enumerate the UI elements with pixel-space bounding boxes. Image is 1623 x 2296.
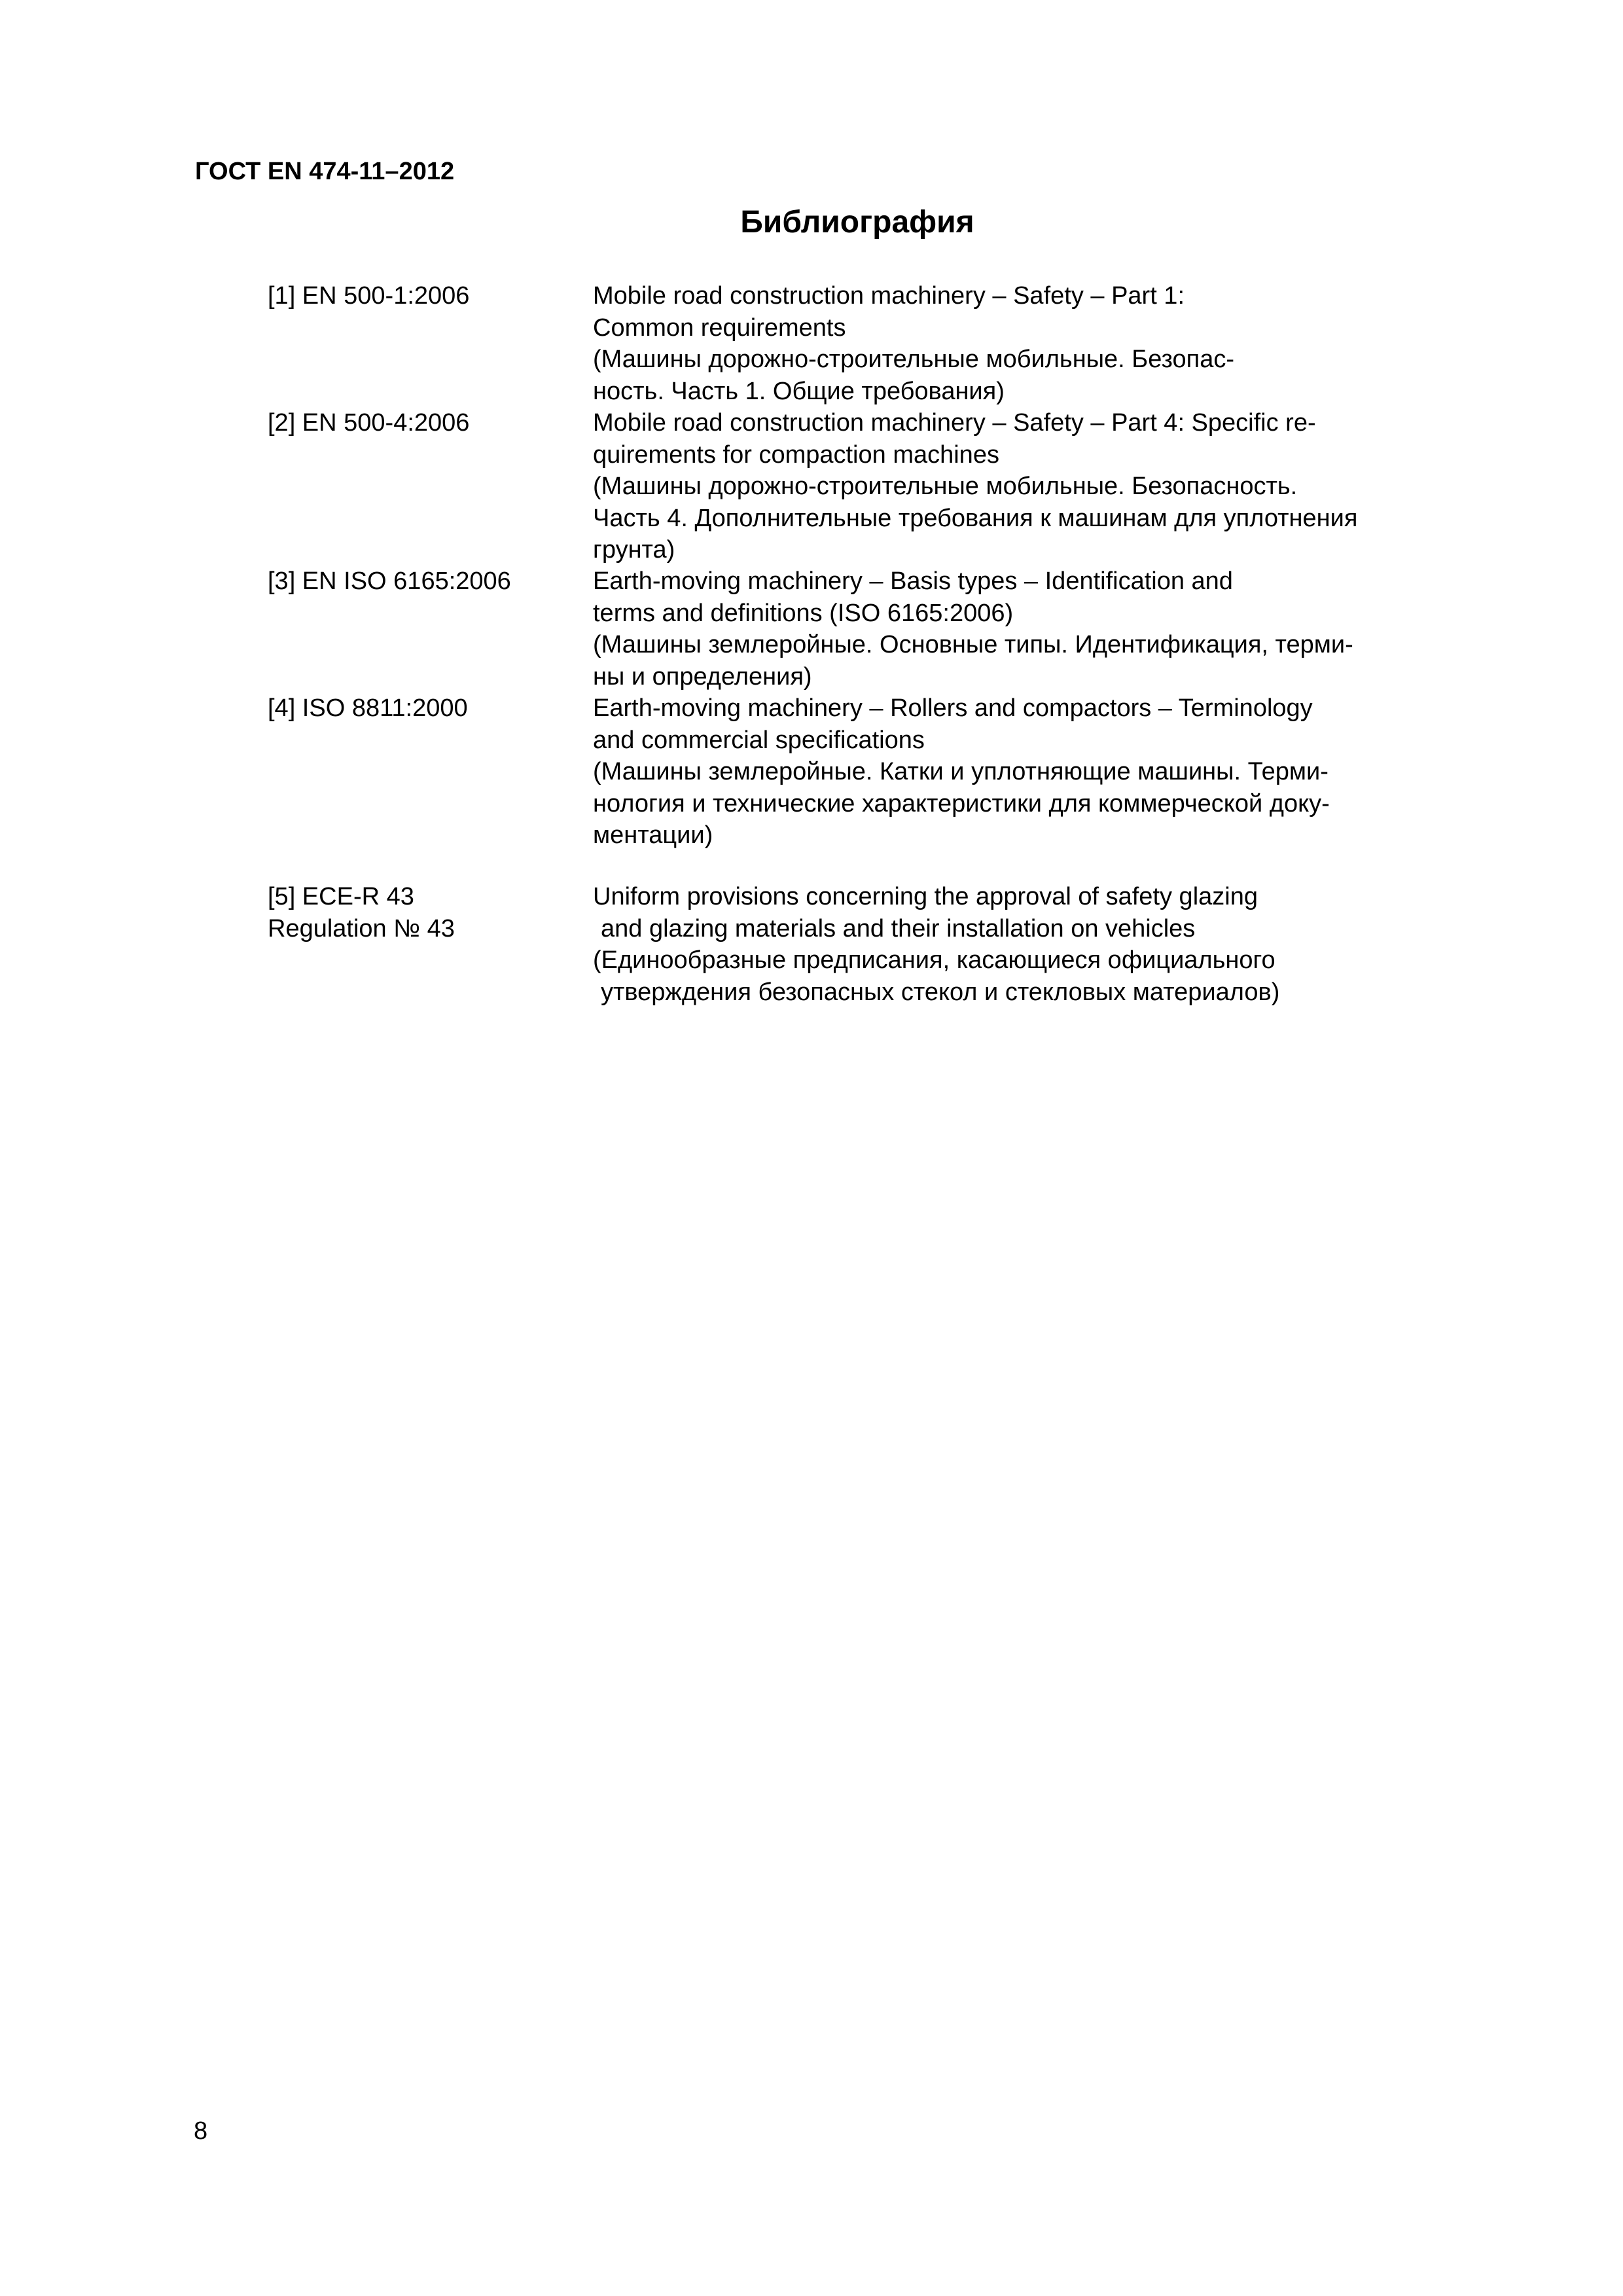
entry-text-line: (Машины дорожно-строительные мобильные. Безопас- [593, 346, 1234, 373]
entry-code-line: [3] EN ISO 6165:2006 [268, 567, 511, 595]
entry-text-line: and commercial specifications [593, 726, 925, 754]
entry-text-line: Earth-moving machinery – Basis types – Identification and [593, 567, 1233, 595]
entry-description [593, 881, 1470, 1008]
entry-text-line: quirements for compaction machines [593, 440, 999, 469]
entry-text-line: (Машины землеройные. Основные типы. Идентификация, терми- [593, 631, 1353, 658]
entry-code-line: [2] EN 500-4:2006 [268, 409, 470, 437]
page-number: 8 [194, 2117, 208, 2145]
entry-text-line: Earth-moving machinery – Rollers and compactors – Terminology [593, 694, 1313, 722]
entry-text-line: Uniform provisions concerning the approval of safety glazing [593, 883, 1258, 910]
entry-text-line: terms and definitions (ISO 6165:2006) [593, 599, 1014, 627]
entry-text-line: грунта) [593, 536, 675, 564]
entry-description [593, 280, 1470, 407]
entry-code [268, 692, 582, 725]
entry-text-line: ны и определения) [593, 662, 812, 691]
entry-text-line: (Машины землеройные. Катки и уплотняющие машины. Терми- [593, 758, 1329, 785]
entry-text-line: Common requirements [593, 314, 846, 342]
entry-text-line: (Машины дорожно-строительные мобильные. Безопасность. [593, 473, 1298, 500]
entry-text-line: Mobile road construction machinery – Safety – Part 4: Specific re- [593, 409, 1316, 437]
entry-code-line: Regulation № 43 [268, 914, 455, 942]
entry-code [268, 407, 582, 439]
entry-text-line: and glazing materials and their installation on vehicles [601, 914, 1196, 942]
entry-description [593, 692, 1470, 852]
entry-text-line: ментации) [593, 821, 713, 849]
entry-text-line: утверждения безопасных стекол и стекловых материалов) [601, 978, 1280, 1006]
entry-code [268, 565, 582, 598]
entry-code [268, 280, 582, 312]
entry-text-line: Часть 4. Дополнительные требования к машинам для уплотнения [593, 504, 1358, 532]
entry-code-line: [1] EN 500-1:2006 [268, 282, 470, 310]
entry-text-line: нология и технические характеристики для коммерческой доку- [593, 789, 1330, 817]
entry-text-line: ность. Часть 1. Общие требования) [593, 377, 1005, 405]
document-id: ГОСТ EN 474-11–2012 [195, 158, 455, 185]
entry-description [593, 565, 1470, 692]
entry-code-line: [4] ISO 8811:2000 [268, 694, 468, 722]
entry-code [268, 881, 582, 944]
entry-code-line: [5] ECE-R 43 [268, 883, 414, 910]
entry-text-line: (Единообразные предписания, касающиеся официального [593, 946, 1275, 974]
entry-text-line: Mobile road construction machinery – Safety – Part 1: [593, 282, 1185, 310]
bibliography-title: Библиография [740, 205, 974, 240]
entry-description [593, 407, 1470, 566]
